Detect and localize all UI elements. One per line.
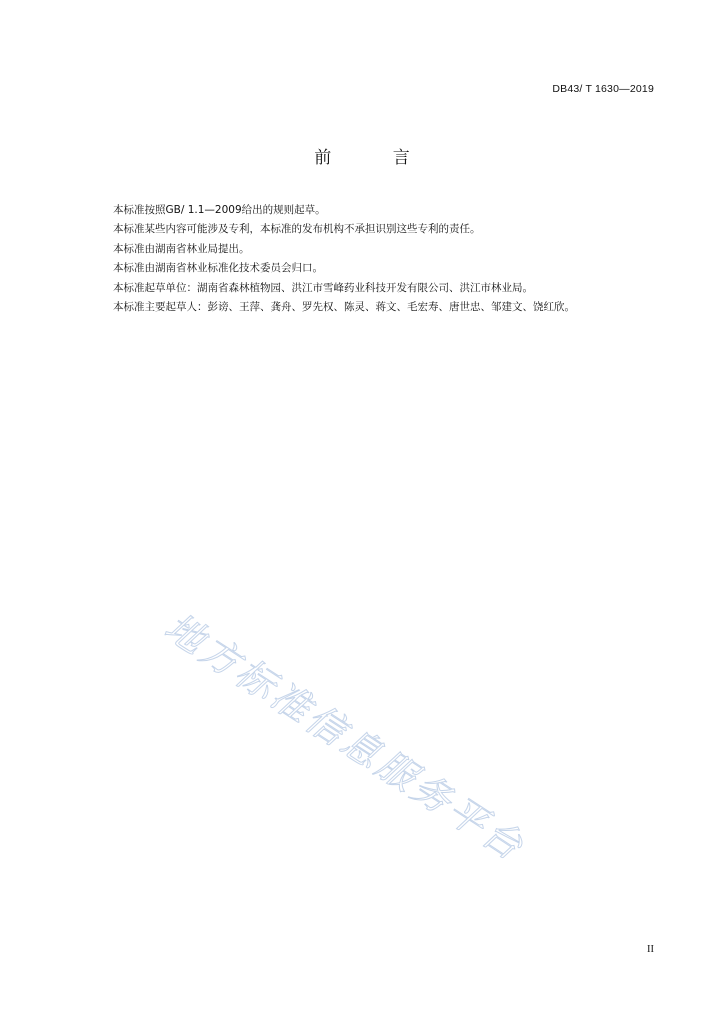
page-title: 前 言 xyxy=(314,148,438,168)
paragraph-main-drafters: 本标准主要起草人：彭谤、王萍、龚舟、罗先权、陈灵、蒋文、毛宏寿、唐世忠、邹建文、饶红欣。 xyxy=(113,301,575,314)
paragraph-patent-notice: 本标准某些内容可能涉及专利，本标准的发布机构不承担识别这些专利的责任。 xyxy=(113,223,481,236)
page-number: II xyxy=(647,944,654,955)
paragraph-drafting-rules: 本标准按照GB/ 1.1—2009给出的规则起草。 xyxy=(113,204,326,216)
standard-number: DB43/ T 1630—2019 xyxy=(552,83,654,95)
foreword-body xyxy=(113,201,673,317)
paragraph-drafting-units: 本标准起草单位：湖南省森林植物园、洪江市雪峰药业科技开发有限公司、洪江市林业局。 xyxy=(113,281,533,294)
paragraph-proposer: 本标准由湖南省林业局提出。 xyxy=(113,242,250,255)
watermark: 地方标准信息服务平台 xyxy=(157,604,534,871)
paragraph-technical-committee: 本标准由湖南省林业标准化技术委员会归口。 xyxy=(113,262,323,275)
